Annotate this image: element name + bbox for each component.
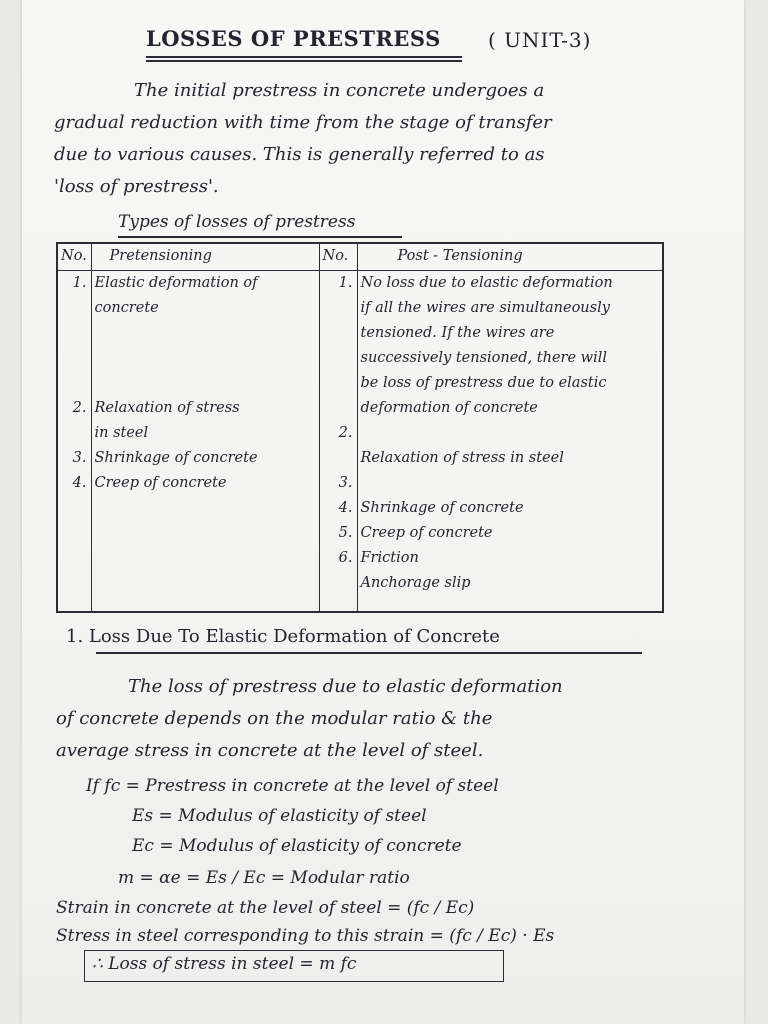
post-item-1-line-1: No loss due to elastic deformation	[360, 275, 613, 291]
stress-line: Stress in steel corresponding to this strain = (fc / Ec) · Es	[56, 926, 555, 946]
pre-item-1-line-2: concrete	[94, 300, 159, 316]
intro-line-4: 'loss of prestress'.	[54, 176, 219, 197]
pre-item-2-line-2: in steel	[94, 425, 149, 441]
pre-no-spacer-2	[61, 421, 87, 446]
result-text: ∴ Loss of stress in steel = m fc	[92, 954, 357, 974]
pre-no-2: 2.	[72, 400, 87, 416]
strain-line: Strain in concrete at the level of steel = (fc / Ec)	[56, 898, 475, 918]
post-item-1-line-6: deformation of concrete	[360, 400, 538, 416]
pre-item-3: Shrinkage of concrete	[94, 450, 258, 466]
intro-line-3: due to various causes. This is generally referred to as	[54, 144, 545, 165]
post-no-4: 4.	[338, 500, 353, 516]
post-items	[357, 271, 663, 613]
section-line-1: The loss of prestress due to elastic deformation	[128, 676, 563, 697]
post-no-5: 5.	[338, 525, 353, 541]
post-numbers	[319, 271, 357, 613]
header-pretensioning: Pretensioning	[91, 243, 319, 271]
section-line-3: average stress in concrete at the level of steel.	[56, 740, 484, 761]
unit-label: ( UNIT-3)	[488, 28, 592, 52]
post-item-4: Creep of concrete	[360, 525, 493, 541]
post-item-1-line-3: tensioned. If the wires are	[360, 325, 555, 341]
losses-table	[56, 242, 664, 613]
post-item-1-line-4: successively tensioned, there will	[360, 350, 607, 366]
post-item-3: Shrinkage of concrete	[360, 500, 524, 516]
types-underline	[118, 236, 402, 238]
post-spacer	[361, 471, 660, 496]
notebook-page	[22, 0, 744, 1024]
intro-line-2: gradual reduction with time from the stage of transfer	[54, 112, 552, 133]
header-post-tensioning: Post - Tensioning	[357, 243, 663, 271]
post-no-1: 1.	[338, 275, 353, 291]
def-ec: Ec = Modulus of elasticity of concrete	[132, 836, 462, 856]
modular-ratio: m = αe = Es / Ec = Modular ratio	[118, 868, 410, 888]
types-heading: Types of losses of prestress	[118, 212, 356, 232]
header-no: No.	[57, 243, 91, 271]
post-item-2: Relaxation of stress in steel	[360, 450, 564, 466]
post-no-spacer	[323, 296, 353, 421]
page-title: LOSSES OF PRESTRESS	[146, 26, 441, 51]
post-no-3: 3.	[338, 475, 353, 491]
pre-no-spacer	[61, 296, 87, 396]
table-header-row	[57, 243, 663, 271]
pre-item-2-line-1: Relaxation of stress	[94, 400, 240, 416]
intro-line-1: The initial prestress in concrete undergoes a	[134, 80, 545, 101]
pre-spacer	[95, 321, 316, 396]
def-fc: If fc = Prestress in concrete at the level of steel	[86, 776, 499, 796]
pre-no-4: 4.	[72, 475, 87, 491]
header-no-2: No.	[319, 243, 357, 271]
pre-numbers	[57, 271, 91, 613]
post-item-5: Friction	[360, 550, 419, 566]
pre-no-3: 3.	[72, 450, 87, 466]
title-underline	[146, 56, 462, 58]
post-no-spacer-2	[323, 446, 353, 471]
pre-item-4: Creep of concrete	[94, 475, 227, 491]
pre-item-1-line-1: Elastic deformation of	[94, 275, 258, 291]
def-es: Es = Modulus of elasticity of steel	[132, 806, 427, 826]
section-heading: 1. Loss Due To Elastic Deformation of Concrete	[66, 626, 500, 647]
post-item-1-line-5: be loss of prestress due to elastic	[360, 375, 607, 391]
post-item-6: Anchorage slip	[360, 575, 471, 591]
table-body-row	[57, 271, 663, 613]
post-item-1-line-2: if all the wires are simultaneously	[360, 300, 610, 316]
section-underline	[96, 652, 642, 654]
pre-items	[91, 271, 319, 613]
title-underline-2	[146, 60, 462, 62]
post-no-2: 2.	[338, 425, 353, 441]
pre-no-1: 1.	[72, 275, 87, 291]
post-no-6: 6.	[338, 550, 353, 566]
section-line-2: of concrete depends on the modular ratio & the	[56, 708, 493, 729]
